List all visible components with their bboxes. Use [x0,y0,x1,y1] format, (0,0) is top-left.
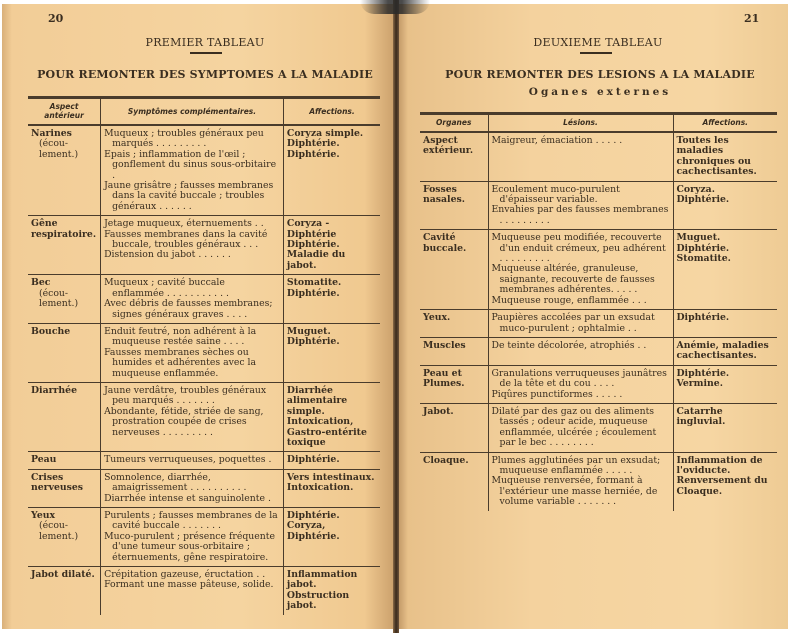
affection-cell [283,323,380,382]
affection-cell [673,230,777,310]
affection-cell [283,452,380,469]
row-label-cell [420,452,488,511]
affection-item: Catarrhe ingluvial. [676,405,726,428]
description-item: Fausses membranes sèches ou humides et adhérentes avec la muqueuse enflammée. [104,346,257,379]
row-label: Peau [31,454,57,466]
row-label: Bouche [31,325,71,337]
affection-cell [673,452,777,511]
affection-item: Renversement du Cloaque. [676,475,768,497]
description-cell [101,469,284,507]
description-cell [101,125,284,216]
affection-cell [673,337,777,365]
row-label: Diarrhée [31,384,78,396]
binding-shadow [360,0,430,14]
table-row [420,337,777,365]
description-cell [101,275,284,324]
table-row [420,132,777,181]
description-cell [101,382,284,451]
row-label: Yeux. [423,312,451,324]
column-header-symptoms: Symptômes complémentaires. [101,98,284,126]
affection-cell [283,567,380,615]
right-page-number: 21 [744,12,760,25]
affection-item: Stomatite. [286,277,342,289]
lesions-table [420,112,777,511]
affection-cell [283,216,380,275]
table-row [28,275,380,324]
row-label: Narines [31,128,72,139]
row-label-cell [28,567,101,615]
right-page-subtitle: POUR REMONTER DES LESIONS A LA MALADIE [445,68,755,81]
affection-item: Muguet. [286,325,331,337]
description-item: Crépitation gazeuse, éructation . . [104,569,266,581]
description-item: Abondante, fétide, striée de sang, prostration coupée de crises nerveuses . . . . . . . . . [104,405,264,438]
description-item: Maigreur, émaciation . . . . . [491,135,623,146]
column-header-aspect: Aspect antérieur [28,98,101,126]
affection-item: Diphtérie. [676,367,730,379]
row-label-cell [28,323,101,382]
affection-item: Vers intestinaux. [286,471,375,483]
description-cell [488,452,673,511]
row-label-cell [420,337,488,365]
description-item: Muqueux ; cavité buccale enflammée . . . . . . . . . . . [104,277,229,299]
column-header-affections: Affections. [283,98,380,126]
description-item: Tumeurs verruqueuses, poquettes . [104,454,272,466]
description-item: Formant une masse pâteuse, solide. [104,579,274,591]
affection-cell [283,275,380,324]
affection-cell [673,132,777,181]
affection-item: Anémie, maladies cachectisantes. [676,339,769,362]
affection-item: Stomatite. [676,253,731,265]
row-label-cell [28,452,101,469]
description-item: Piqûres punctiformes . . . . . [491,388,623,400]
description-cell [488,403,673,452]
description-item: Plumes agglutinées par un exsudat; muqueuse enflammée . . . . . [491,454,661,476]
description-cell [101,567,284,615]
affection-item: Diphtérie. [286,138,340,150]
table-row [420,452,777,511]
row-label: Cloaque. [423,454,469,466]
description-item: Ecoulement muco-purulent d'épaisseur variable. [491,183,620,206]
row-label-cell [28,508,101,567]
row-label: Muscles [423,339,466,351]
row-label-sub: (écou- lement.) [39,520,79,542]
affection-cell [283,382,380,451]
column-header-lesions: Lésions. [488,114,673,133]
left-title-rule [190,52,222,54]
table-row [28,469,380,507]
table-row [420,181,777,230]
affection-item: Diphtérie. [676,242,730,254]
description-cell [488,365,673,403]
affection-cell [673,181,777,230]
affection-cell [673,310,777,338]
description-item: Paupières accolées par un exsudat muco-purulent ; ophtalmie . . [491,312,655,334]
affection-item: Diphtérie. [676,312,730,324]
table-row [28,125,380,216]
affection-item: Coryza - Diphtérie [286,218,337,240]
table-row [28,508,380,567]
affection-item: Inflammation jabot. [286,569,358,591]
description-item: Fausses membranes dans la cavité buccale, troubles généraux . . . [104,228,268,251]
table-row [420,403,777,452]
description-item: Muqueuse altérée, granuleuse, saignante, recouverte de fausses membranes adhérentes. . . . . [491,263,655,296]
description-item: Envahies par des fausses membranes . . . . . . . . . [491,204,669,226]
description-item: Diarrhée intense et sanguinolente . [104,492,271,504]
column-header-affections: Affections. [673,114,777,133]
row-label-cell [420,132,488,181]
affection-cell [673,403,777,452]
description-item: Muqueuse peu modifiée, recouverte d'un enduit crémeux, peu adhérent . . . . . . . . . [491,232,666,265]
table-row [28,382,380,451]
affection-item: Diphtérie. [286,148,340,160]
table-row [420,310,777,338]
row-label-cell [28,469,101,507]
row-label-cell [420,181,488,230]
table-header-row [420,114,777,133]
affection-item: Diphtérie. [286,239,340,251]
row-label: Peau et Plumes. [423,367,465,390]
table-header-row [28,98,380,126]
left-page-title: PREMIER TABLEAU [145,36,265,49]
description-item: Avec débris de fausses membranes; signes généraux graves . . . . [104,298,273,320]
row-label-cell [420,365,488,403]
description-item: Muqueux ; troubles généraux peu marqués . . . . . . . . . [104,128,264,150]
description-cell [488,310,673,338]
row-label: Yeux [31,510,56,521]
affection-cell [673,365,777,403]
description-cell [488,132,673,181]
row-label-cell [28,382,101,451]
row-label-cell [28,125,101,216]
description-item: Epais ; inflammation de l'œil ; gonflement du sinus sous-orbitaire . [104,148,277,181]
description-cell [101,452,284,469]
affection-item: Diphtérie. [676,194,730,206]
left-page-subtitle: POUR REMONTER DES SYMPTOMES A LA MALADIE [37,68,373,81]
affection-cell [283,469,380,507]
right-title-rule [580,52,612,54]
affection-item: Diphtérie. [286,510,340,521]
description-item: Jaune grisâtre ; fausses membranes dans la cavité buccale ; troubles généraux . . . . . . [104,180,274,212]
affection-item: Coryza, Diphtérie. [286,520,340,542]
table-row [420,365,777,403]
description-cell [101,323,284,382]
row-label-sub: (écou- lement.) [39,287,79,310]
row-label: Cavité buccale. [423,232,467,254]
row-label: Gêne respiratoire. [31,218,97,240]
row-label: Jabot dilaté. [31,569,95,581]
affection-item: Obstruction jabot. [286,589,350,612]
description-cell [101,508,284,567]
row-label-cell [28,216,101,275]
symptoms-table [28,96,380,615]
description-item: Distension du jabot . . . . . . [104,249,231,261]
table-row [28,567,380,615]
affection-item: Diphtérie. [286,454,340,466]
description-item: Jetage muqueux, éternuements . . [104,218,264,230]
right-page-title: DEUXIEME TABLEAU [533,36,663,49]
row-label-cell [420,230,488,310]
affection-item: Diphtérie. [286,287,340,299]
affection-cell [283,125,380,216]
table-row [420,230,777,310]
table-row [28,216,380,275]
description-cell [488,181,673,230]
row-label: Fosses nasales. [423,183,465,206]
affection-item: Intoxication. [286,482,354,494]
row-label-sub: (écou- lement.) [39,138,79,160]
description-item: Somnolence, diarrhée, amaigrissement . . . . . . . . . . [104,471,247,494]
affection-item: Toutes les maladies chroniques ou cachectisantes. [676,135,757,178]
affection-item: Maladie du jabot. [286,249,346,271]
row-label: Bec [31,277,51,289]
description-item: Dilaté par des gaz ou des aliments tassés ; odeur acide, muqueuse enflammée, ulcérée ; écoulement par le bec . . . . . . . . [491,405,657,449]
row-label: Jabot. [423,405,454,417]
affection-item: Vermine. [676,378,723,390]
description-item: Muco-purulent ; présence fréquente d'une tumeur sous-orbitaire ; éternuements, gêne respiratoire. [104,530,276,563]
affection-item: Diphtérie. [286,336,340,348]
description-cell [488,337,673,365]
row-label-cell [28,275,101,324]
affection-item: Diarrhée alimentaire simple. [286,384,348,417]
row-label: Aspect extérieur. [423,135,474,157]
left-page-number: 20 [48,12,64,25]
right-page-section: Oganes externes [528,86,672,98]
row-label-cell [420,310,488,338]
book-binding [393,0,399,633]
description-item: Jaune verdâtre, troubles généraux peu marqués . . . . . . . [104,384,267,407]
affection-cell [283,508,380,567]
table-row [28,452,380,469]
affection-item: Muguet. [676,232,721,244]
affection-item: Inflammation de l'oviducte. [676,454,763,476]
row-label: Crises nerveuses [31,471,84,494]
affection-item: Coryza simple. [286,128,364,139]
description-cell [488,230,673,310]
description-item: Enduit feutré, non adhérent à la muqueuse restée saine . . . . [104,325,257,348]
description-item: Muqueuse rouge, enflammée . . . [491,294,647,306]
description-cell [101,216,284,275]
description-item: De teinte décolorée, atrophiés . . [491,339,647,351]
description-item: Purulents ; fausses membranes de la cavité buccale . . . . . . . [104,510,278,532]
description-item: Granulations verruqueuses jaunâtres de la tête et du cou . . . . [491,367,667,390]
table-row [28,323,380,382]
column-header-organs: Organes [420,114,488,133]
row-label-cell [420,403,488,452]
affection-item: Intoxication, Gastro-entérite toxique [286,416,367,448]
affection-item: Coryza. [676,183,715,195]
description-item: Muqueuse renversée, formant à l'extérieur une masse herniée, de volume variable . . . . . . . [491,475,658,508]
